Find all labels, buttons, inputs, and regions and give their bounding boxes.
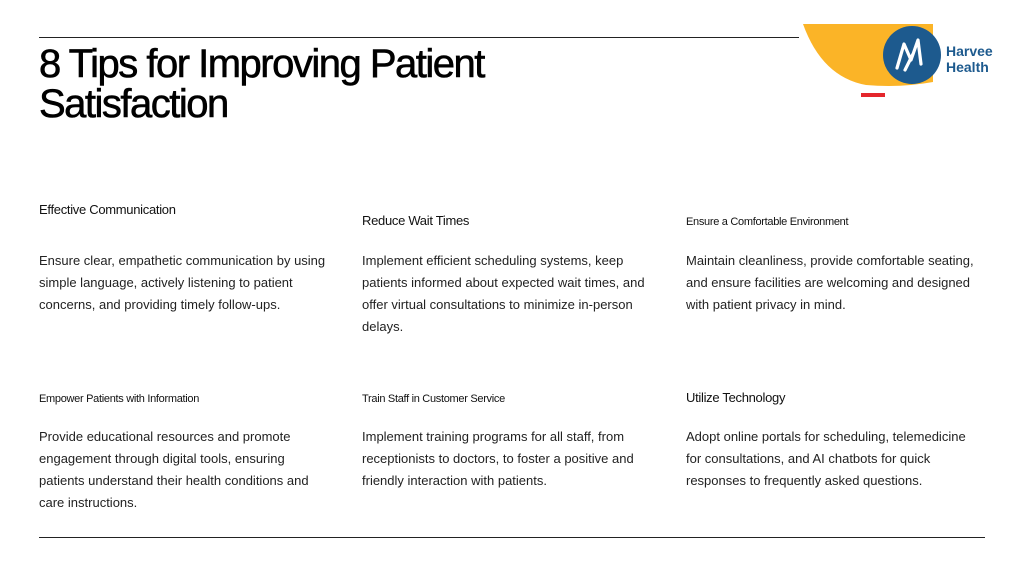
tip-body: Provide educational resources and promote engagement through digital tools, ensuring patients understand their health conditions and care instructions. — [39, 429, 309, 510]
tip-heading: Reduce Wait Times — [362, 213, 470, 228]
tip-heading: Effective Communication — [39, 202, 176, 217]
tip-card-empower-patients — [39, 393, 329, 514]
brand-name-line1: Harvee — [946, 43, 993, 59]
tip-card-utilize-technology — [686, 390, 976, 492]
tip-body: Adopt online portals for scheduling, telemedicine for consultations, and AI chatbots for quick responses to frequently asked questions. — [686, 429, 966, 488]
page-title: 8 Tips for Improving Patient Satisfaction — [39, 42, 484, 126]
tip-card-comfortable-environment — [686, 216, 976, 316]
tip-heading: Utilize Technology — [686, 390, 786, 405]
brand-name — [946, 43, 993, 75]
bottom-divider — [39, 537, 985, 538]
tip-body: Implement efficient scheduling systems, keep patients informed about expected wait times, and offer virtual consultations to minimize in-person delays. — [362, 253, 645, 334]
tip-heading: Empower Patients with Information — [39, 393, 200, 405]
tip-heading: Train Staff in Customer Service — [362, 393, 505, 405]
brand-name-line2: Health — [946, 59, 989, 75]
tip-body: Ensure clear, empathetic communication by using simple language, actively listening to patient concerns, and providing timely follow-ups. — [39, 253, 326, 312]
tip-body: Implement training programs for all staff, from receptionists to doctors, to foster a positive and friendly interaction with patients. — [362, 429, 634, 488]
top-divider — [39, 37, 799, 38]
tip-card-reduce-wait-times — [362, 213, 652, 338]
tip-card-effective-communication — [39, 202, 329, 316]
tip-heading: Ensure a Comfortable Environment — [686, 216, 849, 228]
tip-card-train-staff — [362, 393, 652, 492]
tip-body: Maintain cleanliness, provide comfortable seating, and ensure facilities are welcoming and designed with patient privacy in mind. — [686, 253, 974, 312]
accent-bar — [861, 93, 885, 97]
